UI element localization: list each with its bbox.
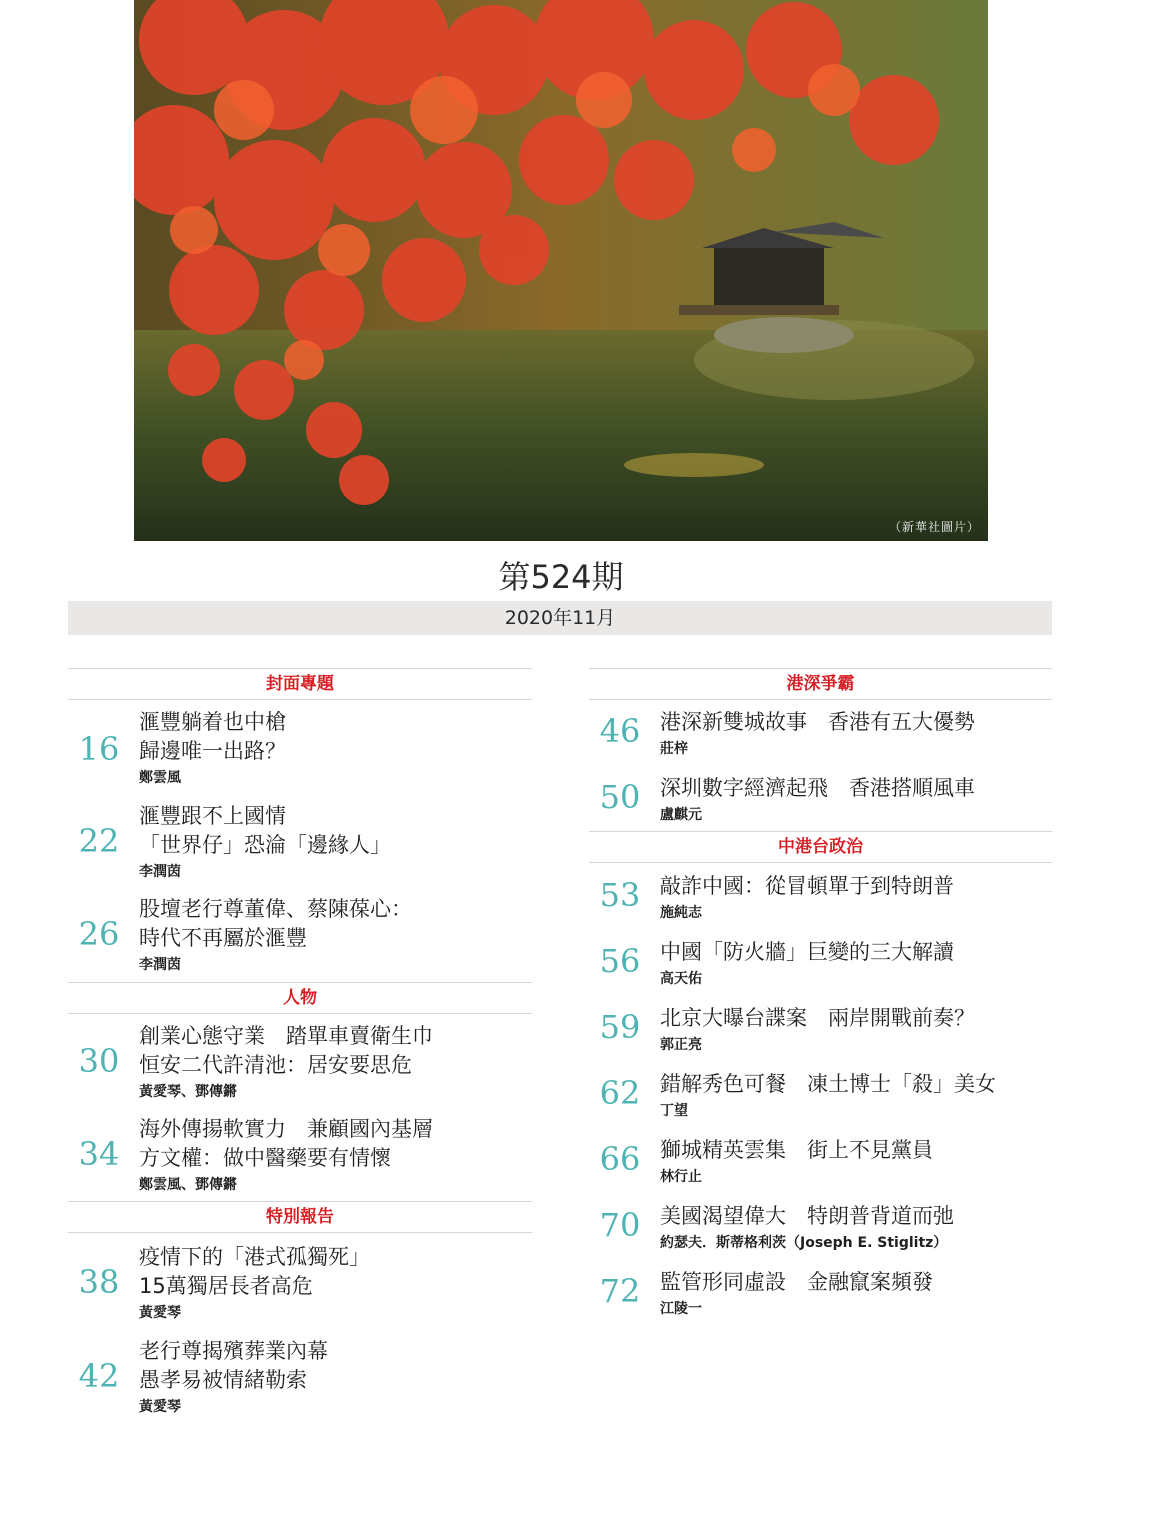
- article-author: 黃愛琴: [139, 1399, 181, 1415]
- article-author: 鄭雲風: [139, 770, 181, 786]
- page-number: 38: [78, 1263, 120, 1301]
- article-title-line: 滙豐躺着也中槍: [139, 710, 286, 734]
- article-title-line: 創業心態守業 踏單車賣衛生巾: [139, 1024, 433, 1048]
- page-number: 70: [599, 1206, 641, 1244]
- article-author: 莊梓: [660, 741, 688, 757]
- article-title-line: 監管形同虛設 金融竄案頻發: [660, 1270, 933, 1294]
- article-author: 鄭雲風、鄧傳鏘: [139, 1177, 237, 1193]
- article-title-line: 獅城精英雲集 街上不見黨員: [660, 1138, 933, 1162]
- article-author: 李潤茵: [139, 957, 181, 973]
- page-number: 72: [599, 1272, 641, 1310]
- page-number: 50: [599, 778, 641, 816]
- article-title-line: 滙豐跟不上國情: [139, 804, 286, 828]
- article-title-line: 中國「防火牆」巨變的三大解讀: [660, 940, 954, 964]
- section-header: 中港台政治: [589, 831, 1052, 863]
- article-title-line: 海外傳揚軟實力 兼顧國內基層: [139, 1117, 433, 1141]
- article-author: 高天佑: [660, 971, 702, 987]
- page-number: 30: [78, 1042, 120, 1080]
- article-author: 施純志: [660, 905, 702, 921]
- article-title-line: 時代不再屬於滙豐: [139, 926, 307, 950]
- section-header: 封面專題: [68, 668, 532, 700]
- section-header: 人物: [68, 982, 532, 1014]
- article-title-line: 錯解秀色可餐 凍土博士「殺」美女: [660, 1072, 996, 1096]
- article-author: 郭正亮: [660, 1037, 702, 1053]
- page-number: 16: [78, 730, 120, 768]
- section-header: 港深爭霸: [589, 668, 1052, 700]
- article-title-line: 老行尊揭殯葬業內幕: [139, 1339, 328, 1363]
- article-author: 黃愛琴: [139, 1305, 181, 1321]
- page-number: 22: [78, 822, 120, 860]
- photo-credit: （新華社圖片）: [888, 520, 980, 534]
- article-author: 丁望: [660, 1103, 688, 1119]
- issue-number: 第524期: [498, 558, 624, 596]
- page-number: 53: [599, 876, 641, 914]
- article-author: 李潤茵: [139, 864, 181, 880]
- page-number: 26: [78, 915, 120, 953]
- article-title-line: 深圳數字經濟起飛 香港搭順風車: [660, 776, 975, 800]
- article-title-line: 恒安二代許清池：居安要思危: [139, 1053, 412, 1077]
- article-title-line: 愚孝易被情緒勒索: [139, 1368, 307, 1392]
- page-number: 56: [599, 942, 641, 980]
- article-title-line: 方文權：做中醫藥要有情懷: [139, 1146, 391, 1170]
- cover-photo: [134, 0, 988, 541]
- page-number: 59: [599, 1008, 641, 1046]
- issue-date: 2020年11月: [504, 607, 616, 629]
- page-number: 66: [599, 1140, 641, 1178]
- date-band: [68, 601, 1052, 635]
- article-author: 黃愛琴、鄧傳鏘: [139, 1084, 237, 1100]
- page-number: 42: [78, 1357, 120, 1395]
- article-title-line: 北京大曝台諜案 兩岸開戰前奏？: [660, 1006, 975, 1030]
- page-number: 46: [599, 712, 641, 750]
- autumn-maple-landscape-icon: [134, 0, 988, 541]
- page-number: 62: [599, 1074, 641, 1112]
- article-title-line: 股壇老行尊董偉、蔡陳葆心：: [139, 897, 412, 921]
- article-author: 江陵一: [660, 1301, 702, 1317]
- article-title-line: 美國渴望偉大 特朗普背道而弛: [660, 1204, 954, 1228]
- article-author: 約瑟夫．斯蒂格利茨（Joseph E. Stiglitz）: [660, 1235, 948, 1251]
- article-author: 林行止: [660, 1169, 702, 1185]
- article-title-line: 15萬獨居長者高危: [139, 1274, 313, 1298]
- article-title-line: 疫情下的「港式孤獨死」: [139, 1245, 370, 1269]
- article-author: 盧麒元: [660, 807, 702, 823]
- article-title-line: 歸邊唯一出路？: [139, 739, 286, 763]
- article-title-line: 敲詐中國：從冒頓單于到特朗普: [660, 874, 954, 898]
- page-number: 34: [78, 1135, 120, 1173]
- section-header: 特別報告: [68, 1201, 532, 1233]
- article-title-line: 港深新雙城故事 香港有五大優勢: [660, 710, 975, 734]
- article-title-line: 「世界仔」恐淪「邊緣人」: [139, 833, 391, 857]
